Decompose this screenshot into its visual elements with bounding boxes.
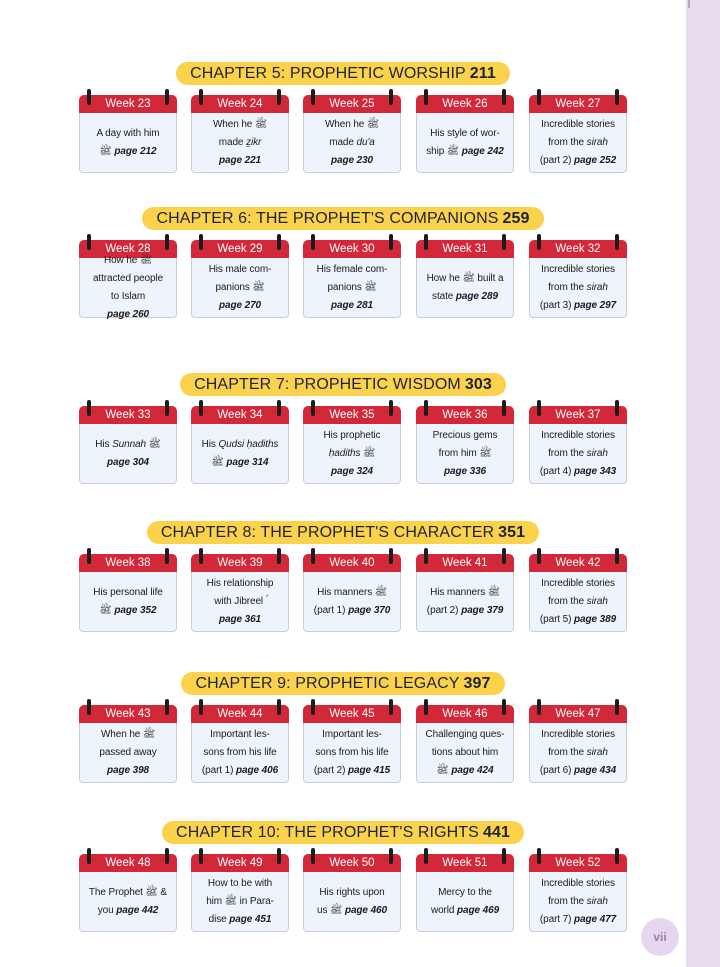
week-card-body <box>529 872 627 932</box>
week-label: Week 35 <box>303 406 401 424</box>
week-topic <box>425 270 506 306</box>
week-calendar-card <box>191 89 289 174</box>
chapter-title <box>142 207 543 230</box>
week-calendar-card <box>529 400 627 485</box>
week-topic <box>538 261 618 315</box>
week-calendar-card <box>79 548 177 633</box>
week-card-body <box>303 572 401 632</box>
week-topic-line: How he ﷺ built a <box>426 272 504 284</box>
week-topic <box>93 436 163 472</box>
week-topic-line: His manners ﷺ <box>317 586 387 598</box>
calendar-ring-icon <box>424 400 428 416</box>
week-label: Week 43 <box>79 705 177 723</box>
calendar-ring-icon <box>277 548 281 564</box>
calendar-ring-icon <box>424 848 428 864</box>
week-topic-line: (part 7) page 477 <box>539 913 617 925</box>
week-topic-line: us ﷺ page 460 <box>317 904 387 916</box>
week-label: Week 38 <box>79 554 177 572</box>
week-label: Week 50 <box>303 854 401 872</box>
week-topic-line: (part 4) page 343 <box>539 465 617 477</box>
week-topic-line: attracted people <box>92 272 164 284</box>
calendar-ring-icon <box>502 400 506 416</box>
week-topic-line: When he ﷺ <box>324 118 380 130</box>
week-calendar-card <box>191 848 289 933</box>
week-topic <box>94 125 161 161</box>
week-topic-line: page 398 <box>106 764 149 776</box>
week-label: Week 47 <box>529 705 627 723</box>
week-topic-line: (part 1) page 370 <box>313 604 391 616</box>
calendar-ring-icon <box>311 89 315 105</box>
week-label: Week 41 <box>416 554 514 572</box>
week-topic-line: from the sirah <box>548 136 608 148</box>
week-card-body <box>79 254 177 320</box>
week-topic-line: ḥadiths ﷺ <box>328 447 376 459</box>
week-topic <box>200 436 281 472</box>
week-label: Week 36 <box>416 406 514 424</box>
week-cards-row <box>79 400 629 500</box>
calendar-ring-icon <box>277 699 281 715</box>
week-topic-line: When he ﷺ <box>100 728 156 740</box>
calendar-ring-icon <box>389 848 393 864</box>
week-topic-line: you page 442 <box>97 904 159 916</box>
week-calendar-card <box>416 699 514 784</box>
calendar-ring-icon <box>537 234 541 250</box>
calendar-ring-icon <box>424 89 428 105</box>
week-card-body <box>191 424 289 484</box>
week-card-body <box>191 872 289 932</box>
week-topic <box>429 884 501 920</box>
week-topic-line: Important les- <box>322 728 382 740</box>
week-calendar-card <box>416 234 514 319</box>
week-topic <box>323 116 381 170</box>
week-topic-line: page 260 <box>106 308 149 320</box>
week-label: Week 40 <box>303 554 401 572</box>
week-card-body <box>79 113 177 173</box>
week-calendar-card <box>303 234 401 319</box>
chapter-title-wrap <box>0 821 686 844</box>
week-card-body <box>303 723 401 783</box>
week-topic <box>431 427 500 481</box>
week-cards-row <box>79 699 629 799</box>
calendar-ring-icon <box>537 89 541 105</box>
chapter-title <box>162 821 524 844</box>
week-topic-line: How to be with <box>207 877 273 889</box>
week-topic <box>204 875 276 929</box>
week-topic-line: tions about him <box>431 746 499 758</box>
week-card-body <box>416 723 514 783</box>
chapter-title <box>180 373 506 396</box>
week-topic <box>315 261 390 315</box>
week-topic <box>321 427 382 481</box>
calendar-ring-icon <box>277 89 281 105</box>
week-topic-line: Incredible stories <box>541 877 615 889</box>
week-calendar-card <box>79 234 177 319</box>
week-topic <box>312 726 392 780</box>
week-label: Week 32 <box>529 240 627 258</box>
week-topic-line: His manners ﷺ <box>430 586 500 598</box>
week-label: Week 28 <box>79 240 177 258</box>
calendar-ring-icon <box>277 400 281 416</box>
week-topic <box>97 726 158 780</box>
week-topic-line: When he ﷺ <box>212 118 268 130</box>
week-label: Week 24 <box>191 95 289 113</box>
week-topic-line: (part 1) page 406 <box>201 764 279 776</box>
week-topic-line: Incredible stories <box>541 429 615 441</box>
calendar-ring-icon <box>389 89 393 105</box>
chapter-title-text: CHAPTER 5: PROPHETIC WORSHIP <box>190 65 466 82</box>
week-topic <box>425 584 505 620</box>
chapter-page-number: 303 <box>464 376 492 393</box>
week-label: Week 49 <box>191 854 289 872</box>
week-calendar-card <box>191 548 289 633</box>
week-card-body <box>191 723 289 783</box>
calendar-ring-icon <box>165 400 169 416</box>
week-topic <box>87 884 169 920</box>
week-card-body <box>79 872 177 932</box>
week-topic-line: him ﷺ in Para- <box>206 895 274 907</box>
week-topic-line: page 281 <box>330 299 373 311</box>
week-card-body <box>416 424 514 484</box>
chapter-title-text: CHAPTER 8: THE PROPHET'S CHARACTER <box>160 524 495 541</box>
week-topic-line: ﷺ page 424 <box>436 764 494 776</box>
calendar-ring-icon <box>537 548 541 564</box>
chapter-title <box>147 521 539 544</box>
week-calendar-card <box>79 89 177 174</box>
calendar-ring-icon <box>87 234 91 250</box>
week-card-body <box>529 258 627 318</box>
week-topic-line: panions ﷺ <box>215 281 265 293</box>
calendar-ring-icon <box>502 848 506 864</box>
calendar-ring-icon <box>87 848 91 864</box>
chapter-title-wrap <box>0 207 686 230</box>
week-topic-line: How he ﷺ <box>103 254 153 266</box>
calendar-ring-icon <box>165 848 169 864</box>
calendar-ring-icon <box>424 548 428 564</box>
week-topic-line: (part 2) page 252 <box>539 154 617 166</box>
week-topic-line: page 221 <box>218 154 261 166</box>
week-calendar-card <box>529 699 627 784</box>
week-topic <box>538 575 618 629</box>
calendar-ring-icon <box>615 400 619 416</box>
week-topic-line: sons from his life <box>203 746 277 758</box>
week-topic <box>538 116 618 170</box>
week-card-body <box>191 113 289 173</box>
week-topic-line: (part 2) page 379 <box>426 604 504 616</box>
chapter-page-number: 211 <box>469 65 496 82</box>
calendar-ring-icon <box>199 548 203 564</box>
chapter-title-wrap <box>0 373 686 396</box>
week-topic-line: Incredible stories <box>541 263 615 275</box>
week-calendar-card <box>79 400 177 485</box>
week-calendar-card <box>303 548 401 633</box>
week-topic-line: to Islam <box>110 290 146 302</box>
calendar-ring-icon <box>537 400 541 416</box>
page-number-badge: vii <box>641 918 679 956</box>
chapter-title-wrap <box>0 521 686 544</box>
calendar-ring-icon <box>87 699 91 715</box>
week-topic-line: His Qudsi ḥadiths <box>201 438 279 450</box>
calendar-ring-icon <box>199 699 203 715</box>
week-calendar-card <box>529 548 627 633</box>
week-topic-line: world page 469 <box>430 904 500 916</box>
week-topic <box>207 261 274 315</box>
week-topic <box>315 884 389 920</box>
week-topic-line: with Jibreel ؑ <box>214 595 266 607</box>
week-card-body <box>191 572 289 632</box>
week-topic-line: page 324 <box>330 465 373 477</box>
calendar-ring-icon <box>87 548 91 564</box>
week-topic-line: passed away <box>99 746 157 758</box>
week-topic-line: Incredible stories <box>541 118 615 130</box>
week-topic-line: ﷺ page 352 <box>99 604 157 616</box>
chapter-page-number: 351 <box>498 524 526 541</box>
week-topic <box>424 726 507 780</box>
week-calendar-card <box>191 400 289 485</box>
week-calendar-card <box>79 848 177 933</box>
week-label: Week 31 <box>416 240 514 258</box>
week-label: Week 27 <box>529 95 627 113</box>
calendar-ring-icon <box>165 548 169 564</box>
calendar-ring-icon <box>537 699 541 715</box>
calendar-ring-icon <box>502 89 506 105</box>
week-card-body <box>416 113 514 173</box>
week-topic <box>91 584 164 620</box>
chapter-page-number: 397 <box>463 675 491 692</box>
week-topic <box>91 252 165 324</box>
week-card-body <box>303 424 401 484</box>
calendar-ring-icon <box>199 234 203 250</box>
calendar-ring-icon <box>277 848 281 864</box>
calendar-ring-icon <box>199 848 203 864</box>
week-calendar-card <box>191 234 289 319</box>
week-topic-line: page 304 <box>106 456 149 468</box>
week-topic-line: page 230 <box>330 154 373 166</box>
week-label: Week 42 <box>529 554 627 572</box>
week-topic-line: from him ﷺ <box>438 447 492 459</box>
chapter-title-text: CHAPTER 9: PROPHETIC LEGACY <box>195 675 460 692</box>
week-topic-line: Challenging ques- <box>425 728 505 740</box>
week-topic <box>538 875 618 929</box>
chapter-title-text: CHAPTER 7: PROPHETIC WISDOM <box>194 376 461 393</box>
week-topic-line: His Sunnah ﷺ <box>95 438 161 450</box>
week-topic-line: Incredible stories <box>541 577 615 589</box>
calendar-ring-icon <box>424 699 428 715</box>
week-card-body <box>529 424 627 484</box>
calendar-ring-icon <box>502 548 506 564</box>
week-topic-line: ﷺ page 314 <box>211 456 269 468</box>
week-topic-line: His relationship <box>206 577 274 589</box>
week-topic-line: (part 5) page 389 <box>539 613 617 625</box>
week-label: Week 48 <box>79 854 177 872</box>
calendar-ring-icon <box>615 234 619 250</box>
week-topic <box>538 427 618 481</box>
calendar-ring-icon <box>311 548 315 564</box>
calendar-ring-icon <box>615 89 619 105</box>
week-label: Week 25 <box>303 95 401 113</box>
week-topic-line: page 270 <box>218 299 261 311</box>
calendar-ring-icon <box>424 234 428 250</box>
week-topic <box>538 726 618 780</box>
week-topic <box>312 584 392 620</box>
calendar-ring-icon <box>199 400 203 416</box>
week-topic-line: (part 6) page 434 <box>539 764 617 776</box>
week-calendar-card <box>79 699 177 784</box>
week-calendar-card <box>529 848 627 933</box>
week-card-body <box>303 113 401 173</box>
calendar-ring-icon <box>87 400 91 416</box>
week-topic-line: The Prophet ﷺ & <box>88 886 168 898</box>
week-topic-line: Mercy to the <box>438 886 492 898</box>
strip-mark <box>688 0 690 8</box>
week-card-body <box>529 572 627 632</box>
week-topic-line: from the sirah <box>548 447 608 459</box>
week-card-body <box>303 258 401 318</box>
week-topic <box>211 116 269 170</box>
week-card-body <box>79 572 177 632</box>
week-topic-line: His female com- <box>316 263 388 275</box>
week-topic-line: ship ﷺ page 242 <box>426 145 504 157</box>
week-calendar-card <box>303 699 401 784</box>
week-label: Week 33 <box>79 406 177 424</box>
week-label: Week 26 <box>416 95 514 113</box>
week-topic-line: from the sirah <box>548 595 608 607</box>
calendar-ring-icon <box>389 699 393 715</box>
calendar-ring-icon <box>311 400 315 416</box>
calendar-ring-icon <box>87 89 91 105</box>
week-topic-line: His style of wor- <box>430 127 500 139</box>
calendar-ring-icon <box>615 848 619 864</box>
week-label: Week 46 <box>416 705 514 723</box>
week-topic-line: A day with him <box>96 127 160 139</box>
week-topic-line: page 361 <box>218 613 261 625</box>
chapter-title-wrap <box>0 672 686 695</box>
week-label: Week 34 <box>191 406 289 424</box>
week-card-body <box>79 723 177 783</box>
week-topic-line: Incredible stories <box>541 728 615 740</box>
calendar-ring-icon <box>165 89 169 105</box>
week-calendar-card <box>191 699 289 784</box>
week-topic-line: His prophetic <box>323 429 381 441</box>
chapter-title <box>181 672 504 695</box>
week-calendar-card <box>416 89 514 174</box>
week-topic-line: page 336 <box>443 465 486 477</box>
calendar-ring-icon <box>389 234 393 250</box>
week-card-body <box>191 258 289 318</box>
chapter-title-wrap <box>0 62 686 85</box>
week-topic-line: His male com- <box>208 263 272 275</box>
calendar-ring-icon <box>502 699 506 715</box>
week-cards-row <box>79 848 629 948</box>
week-card-body <box>79 424 177 484</box>
week-cards-row <box>79 89 629 189</box>
calendar-ring-icon <box>615 699 619 715</box>
week-topic-line: dise page 451 <box>208 913 272 925</box>
calendar-ring-icon <box>311 848 315 864</box>
week-cards-row <box>79 234 629 334</box>
chapter-title <box>176 62 510 85</box>
week-topic-line: from the sirah <box>548 746 608 758</box>
chapter-title-text: CHAPTER 10: THE PROPHET'S RIGHTS <box>176 824 479 841</box>
week-label: Week 39 <box>191 554 289 572</box>
week-topic-line: state page 289 <box>432 290 498 302</box>
week-topic-line: from the sirah <box>548 895 608 907</box>
calendar-ring-icon <box>537 848 541 864</box>
week-topic-line: from the sirah <box>548 281 608 293</box>
week-label: Week 45 <box>303 705 401 723</box>
calendar-ring-icon <box>165 234 169 250</box>
week-topic-line: ﷺ page 212 <box>99 145 157 157</box>
week-card-body <box>529 723 627 783</box>
chapter-title-text: CHAPTER 6: THE PROPHET'S COMPANIONS <box>156 210 499 227</box>
week-calendar-card <box>529 89 627 174</box>
week-label: Week 29 <box>191 240 289 258</box>
calendar-ring-icon <box>277 234 281 250</box>
calendar-ring-icon <box>389 548 393 564</box>
week-topic-line: sons from his life <box>315 746 389 758</box>
week-label: Week 37 <box>529 406 627 424</box>
chapter-page-number: 259 <box>502 210 530 227</box>
calendar-ring-icon <box>502 234 506 250</box>
calendar-ring-icon <box>311 234 315 250</box>
week-calendar-card <box>303 848 401 933</box>
chapter-page-number: 441 <box>482 824 510 841</box>
week-calendar-card <box>416 548 514 633</box>
week-calendar-card <box>303 400 401 485</box>
calendar-ring-icon <box>615 548 619 564</box>
calendar-ring-icon <box>389 400 393 416</box>
week-topic-line: His rights upon <box>319 886 385 898</box>
week-cards-row <box>79 548 629 648</box>
week-topic-line: made ẕikr <box>218 136 262 148</box>
week-card-body <box>416 258 514 318</box>
week-topic-line: panions ﷺ <box>327 281 377 293</box>
week-label: Week 51 <box>416 854 514 872</box>
week-calendar-card <box>416 400 514 485</box>
side-margin-strip <box>686 0 720 967</box>
calendar-ring-icon <box>165 699 169 715</box>
week-label: Week 30 <box>303 240 401 258</box>
week-topic <box>424 125 506 161</box>
week-label: Week 23 <box>79 95 177 113</box>
week-topic-line: (part 2) page 415 <box>313 764 391 776</box>
week-topic-line: Precious gems <box>432 429 498 441</box>
week-topic <box>205 575 276 629</box>
week-label: Week 44 <box>191 705 289 723</box>
week-calendar-card <box>529 234 627 319</box>
week-topic-line: made du'a <box>329 136 375 148</box>
week-card-body <box>303 872 401 932</box>
week-topic-line: His personal life <box>93 586 163 598</box>
week-topic-line: (part 3) page 297 <box>539 299 617 311</box>
week-calendar-card <box>303 89 401 174</box>
week-topic-line: Important les- <box>210 728 270 740</box>
week-card-body <box>416 872 514 932</box>
week-topic <box>200 726 280 780</box>
week-calendar-card <box>416 848 514 933</box>
week-card-body <box>529 113 627 173</box>
week-label: Week 52 <box>529 854 627 872</box>
calendar-ring-icon <box>311 699 315 715</box>
week-card-body <box>416 572 514 632</box>
calendar-ring-icon <box>199 89 203 105</box>
